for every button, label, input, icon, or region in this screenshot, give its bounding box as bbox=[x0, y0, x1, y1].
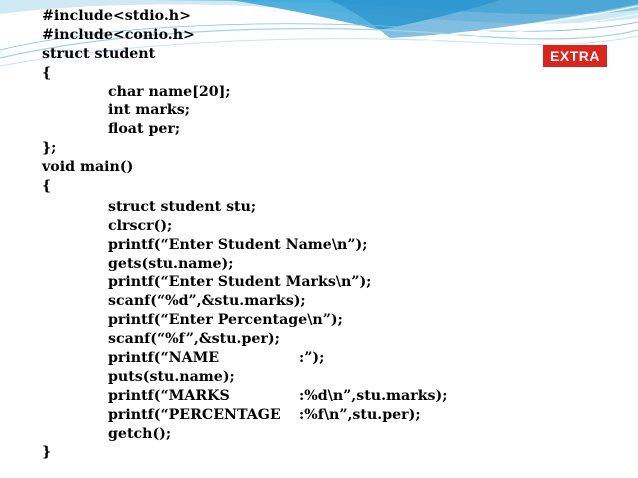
code-line: printf(“MARKS :%d\n”,stu.marks); bbox=[108, 387, 448, 404]
code-line: void main() bbox=[42, 159, 134, 176]
code-line: float per; bbox=[108, 121, 181, 138]
code-line: } bbox=[42, 444, 52, 461]
code-line: clrscr(); bbox=[108, 217, 173, 234]
code-line: { bbox=[42, 64, 52, 81]
extra-badge: EXTRA bbox=[543, 45, 607, 67]
code-line: struct student bbox=[42, 45, 156, 62]
code-line: printf(“Enter Student Name\n”); bbox=[108, 236, 368, 253]
code-line: getch(); bbox=[108, 425, 172, 442]
code-line: scanf(“%f”,&stu.per); bbox=[108, 331, 280, 348]
code-line: printf(“Enter Student Marks\n”); bbox=[108, 274, 372, 291]
code-line: { bbox=[42, 178, 52, 195]
code-line: scanf(“%d”,&stu.marks); bbox=[108, 293, 306, 310]
code-line: struct student stu; bbox=[108, 198, 257, 215]
code-line: puts(stu.name); bbox=[108, 368, 235, 385]
code-line: #include<stdio.h> bbox=[42, 8, 191, 24]
code-listing bbox=[42, 7, 602, 462]
code-line: printf(“NAME :”); bbox=[108, 350, 325, 367]
code-line: int marks; bbox=[108, 102, 190, 119]
code-line: }; bbox=[42, 140, 57, 157]
code-line: gets(stu.name); bbox=[108, 255, 234, 272]
code-line: char name[20]; bbox=[108, 83, 231, 100]
code-line: printf(“Enter Percentage\n”); bbox=[108, 312, 343, 329]
code-line: #include<conio.h> bbox=[42, 26, 195, 43]
code-line: printf(“PERCENTAGE :%f\n”,stu.per); bbox=[108, 406, 421, 423]
